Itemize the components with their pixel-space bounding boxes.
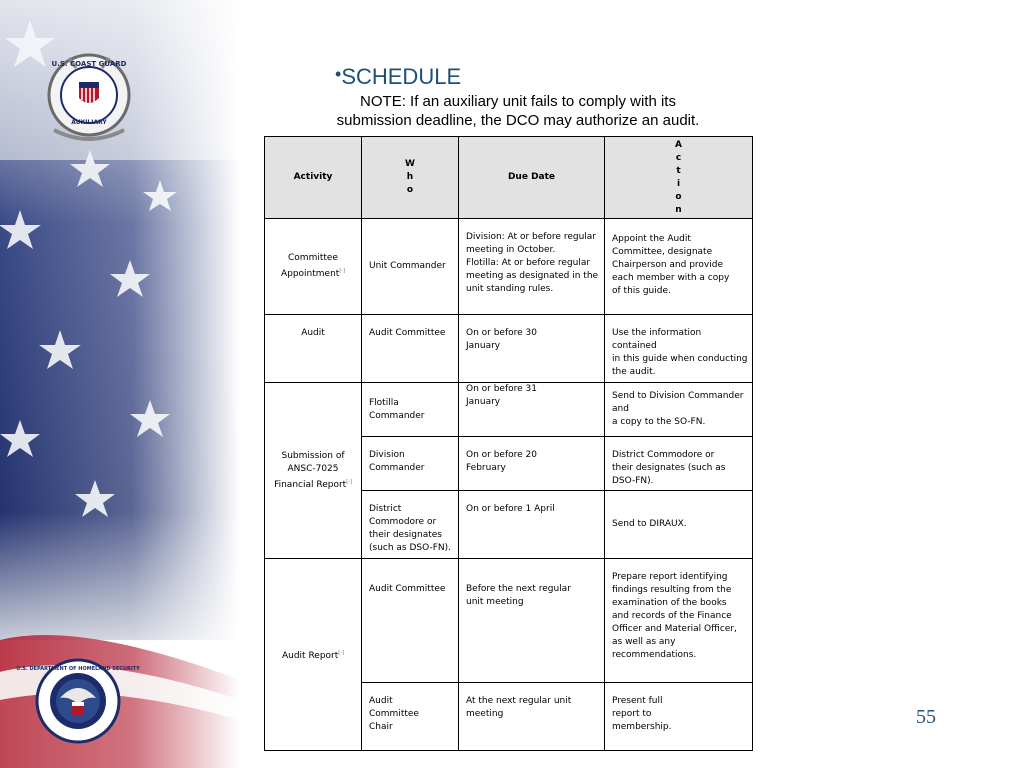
title-bullet: • bbox=[335, 64, 342, 84]
due-line: Before the next regular bbox=[466, 584, 571, 594]
who-line: Committee bbox=[369, 709, 419, 719]
due-line: Flotilla: At or before regular bbox=[466, 258, 591, 268]
header-action-letter: n bbox=[675, 204, 682, 215]
due-line: On or before 1 April bbox=[466, 504, 555, 514]
action-line: District Commodore or bbox=[612, 450, 715, 460]
action-cell bbox=[605, 683, 753, 751]
due-cell bbox=[459, 219, 605, 315]
note-line-1: NOTE: If an auxiliary unit fails to comply with its bbox=[360, 93, 676, 110]
action-cell bbox=[605, 219, 753, 315]
who-text: Flotilla Commander bbox=[369, 397, 425, 421]
header-due-date: Due Date bbox=[459, 137, 605, 219]
due-cell bbox=[459, 437, 605, 491]
who-cell bbox=[362, 437, 459, 491]
due-line: meeting in October. bbox=[466, 245, 556, 255]
action-line: DSO-FN). bbox=[612, 476, 654, 486]
who-cell bbox=[362, 559, 459, 683]
action-cell bbox=[605, 437, 753, 491]
activity-text: Financial Report bbox=[274, 479, 347, 490]
footnote-mark: [-] bbox=[338, 649, 345, 656]
activity-text: Appointment bbox=[280, 269, 340, 279]
action-line: membership. bbox=[612, 722, 672, 732]
due-line: February bbox=[466, 463, 506, 473]
action-line: Chairperson and provide bbox=[612, 260, 724, 270]
activity-text: Audit bbox=[301, 328, 325, 338]
who-line: Chair bbox=[369, 722, 393, 732]
svg-text:U.S. DEPARTMENT OF HOMELAND SE: U.S. DEPARTMENT OF HOMELAND SECURITY bbox=[16, 666, 140, 672]
action-line: Use the information contained bbox=[612, 328, 702, 351]
due-cell bbox=[459, 383, 605, 437]
header-action-letter: t bbox=[676, 165, 681, 176]
action-line: Prepare report identifying bbox=[612, 572, 728, 582]
due-line: January bbox=[466, 341, 501, 351]
footnote-mark: [-] bbox=[339, 268, 346, 274]
action-line: and records of the Finance bbox=[612, 611, 732, 621]
action-line: each member with a copy bbox=[612, 273, 730, 283]
who-line: their designates bbox=[369, 530, 442, 540]
who-text: Division Commander bbox=[369, 450, 425, 473]
table-header-row bbox=[265, 137, 753, 219]
activity-text: Committee bbox=[288, 253, 338, 263]
action-line: of this guide. bbox=[612, 286, 671, 296]
header-action-letter: i bbox=[676, 178, 681, 189]
due-cell bbox=[459, 315, 605, 383]
header-action-letter: A bbox=[675, 139, 682, 150]
who-text: Unit Commander bbox=[369, 261, 446, 271]
action-line: report to bbox=[612, 709, 652, 719]
action-line: recommendations. bbox=[612, 650, 697, 660]
action-cell bbox=[605, 491, 753, 559]
action-line: in this guide when conducting bbox=[612, 354, 748, 364]
slide-title bbox=[335, 64, 461, 90]
header-action-letter: c bbox=[675, 152, 682, 163]
action-line: a copy to the SO-FN. bbox=[612, 417, 706, 427]
table-row bbox=[265, 383, 753, 437]
who-cell bbox=[362, 219, 459, 315]
who-cell bbox=[362, 683, 459, 751]
action-cell bbox=[605, 559, 753, 683]
due-line: On or before 31 bbox=[466, 384, 537, 394]
due-line: unit meeting bbox=[466, 597, 524, 607]
activity-cell bbox=[265, 383, 362, 559]
page-number: 55 bbox=[916, 706, 936, 728]
who-cell bbox=[362, 315, 459, 383]
activity-cell bbox=[265, 559, 362, 751]
note-line-2: submission deadline, the DCO may authorize an audit. bbox=[336, 112, 700, 129]
action-line: Send to Division Commander and bbox=[612, 391, 744, 414]
dhs-seal bbox=[16, 658, 140, 744]
schedule-table bbox=[264, 136, 753, 751]
who-line: (such as DSO-FN). bbox=[369, 543, 451, 553]
due-line: On or before 20 bbox=[466, 450, 537, 460]
svg-text:U.S. COAST GUARD: U.S. COAST GUARD bbox=[51, 60, 127, 68]
header-action bbox=[605, 137, 753, 219]
activity-text: Submission of bbox=[281, 450, 345, 461]
due-line: On or before 30 bbox=[466, 328, 537, 338]
due-line: Division: At or before regular bbox=[466, 232, 597, 242]
action-line: Committee, designate bbox=[612, 247, 713, 257]
due-cell bbox=[459, 559, 605, 683]
footnote-mark: [-] bbox=[346, 478, 352, 485]
table-row bbox=[265, 219, 753, 315]
action-line: examination of the books bbox=[612, 598, 727, 608]
table-row bbox=[265, 315, 753, 383]
due-line: January bbox=[466, 397, 501, 407]
header-action-letter: o bbox=[675, 191, 682, 202]
coast-guard-auxiliary-emblem bbox=[34, 40, 144, 150]
due-line: meeting as designated in the bbox=[466, 271, 599, 281]
action-line: their designates (such as bbox=[612, 463, 726, 473]
who-cell bbox=[362, 491, 459, 559]
action-cell bbox=[605, 383, 753, 437]
due-line: meeting bbox=[466, 709, 504, 719]
table-row bbox=[265, 559, 753, 683]
note-text bbox=[318, 92, 718, 130]
who-line: Commodore or bbox=[369, 517, 437, 527]
title-text: SCHEDULE bbox=[341, 64, 462, 89]
header-who bbox=[362, 137, 459, 219]
due-cell bbox=[459, 491, 605, 559]
activity-text: ANSC-7025 bbox=[287, 463, 339, 474]
action-line: as well as any bbox=[612, 637, 676, 647]
action-cell bbox=[605, 315, 753, 383]
header-who-letter: o bbox=[406, 185, 414, 195]
header-who-letter: h bbox=[406, 172, 414, 182]
activity-cell bbox=[265, 315, 362, 383]
who-text: Audit Committee bbox=[369, 328, 446, 338]
action-line: Present full bbox=[612, 696, 663, 706]
action-line: the audit. bbox=[612, 367, 656, 377]
action-line: Officer and Material Officer, bbox=[612, 624, 737, 634]
due-line: unit standing rules. bbox=[466, 284, 554, 294]
who-line: District bbox=[369, 504, 402, 514]
action-line: Appoint the Audit bbox=[612, 234, 691, 244]
due-cell bbox=[459, 683, 605, 751]
due-line: At the next regular unit bbox=[466, 696, 572, 706]
who-text: Audit Committee bbox=[369, 584, 446, 594]
action-line: findings resulting from the bbox=[612, 585, 732, 595]
who-cell bbox=[362, 383, 459, 437]
header-activity: Activity bbox=[265, 137, 362, 219]
header-who-letter: W bbox=[405, 159, 415, 169]
activity-cell bbox=[265, 219, 362, 315]
who-line: Audit bbox=[369, 696, 393, 706]
svg-text:AUXILIARY: AUXILIARY bbox=[71, 119, 107, 126]
activity-text: Audit Report bbox=[281, 650, 339, 661]
action-line: Send to DIRAUX. bbox=[612, 519, 687, 529]
